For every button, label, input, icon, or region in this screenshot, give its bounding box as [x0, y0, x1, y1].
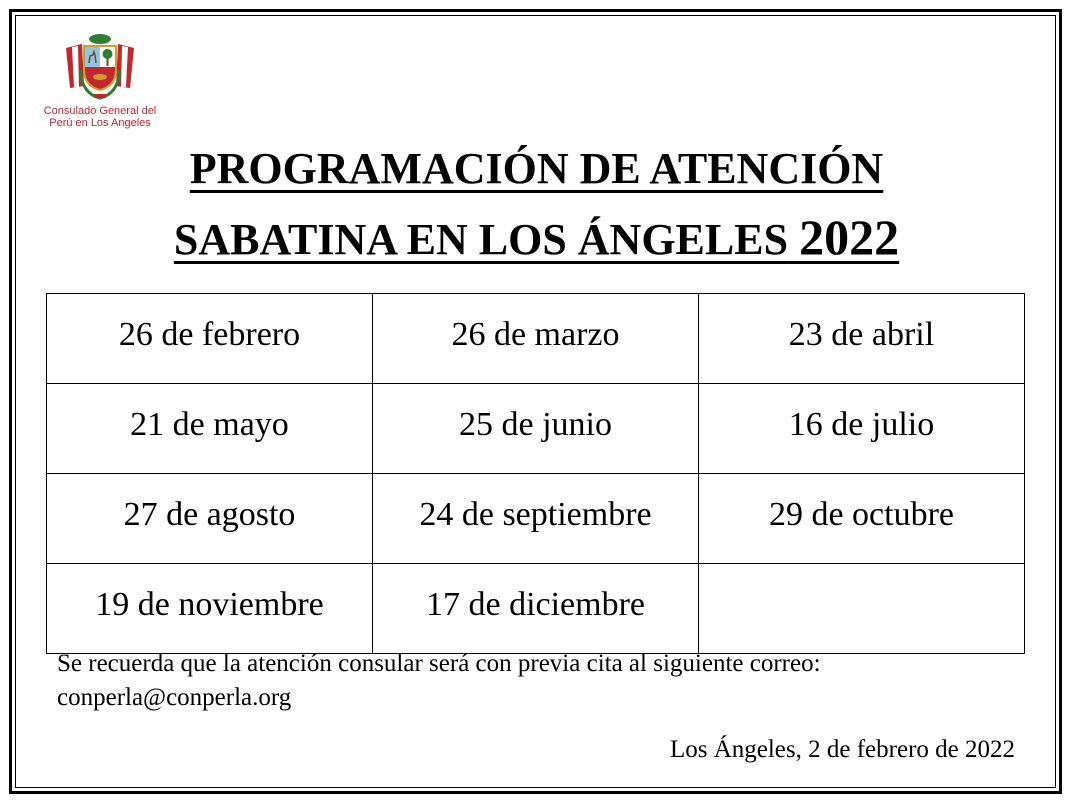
- date-cell: 23 de abril: [699, 294, 1025, 384]
- consulate-logo: [30, 30, 170, 129]
- contact-email: conperla@conperla.org: [57, 684, 292, 711]
- consulate-name-line1: Consulado General del: [43, 105, 157, 117]
- empty-cell: [699, 564, 1025, 654]
- consulate-name: [30, 105, 170, 129]
- date-cell: 26 de marzo: [373, 294, 699, 384]
- appointment-note: [57, 647, 1037, 715]
- date-cell: 25 de junio: [373, 384, 699, 474]
- schedule-table: [46, 293, 1025, 654]
- table-row: [47, 564, 1025, 654]
- date-cell: 16 de julio: [699, 384, 1025, 474]
- place-date: Los Ángeles, 2 de febrero de 2022: [669, 736, 1015, 763]
- table-row: [47, 474, 1025, 564]
- note-text: Se recuerda que la atención consular será con previa cita al siguiente correo:: [57, 650, 821, 677]
- title-line2: SABATINA EN LOS ÁNGELES 2022: [173, 209, 900, 265]
- consulate-name-line2: Perú en Los Angeles: [49, 117, 151, 129]
- date-cell: 17 de diciembre: [373, 564, 699, 654]
- page-title: [0, 135, 1073, 274]
- date-cell: 26 de febrero: [47, 294, 373, 384]
- date-cell: 27 de agosto: [47, 474, 373, 564]
- date-cell: 24 de septiembre: [373, 474, 699, 564]
- date-cell: 21 de mayo: [47, 384, 373, 474]
- title-year: 2022: [799, 209, 900, 265]
- table-row: [47, 384, 1025, 474]
- coat-of-arms-icon: [60, 30, 140, 102]
- title-line1: PROGRAMACIÓN DE ATENCIÓN: [189, 144, 884, 193]
- date-cell: 19 de noviembre: [47, 564, 373, 654]
- date-cell: 29 de octubre: [699, 474, 1025, 564]
- table-row: [47, 294, 1025, 384]
